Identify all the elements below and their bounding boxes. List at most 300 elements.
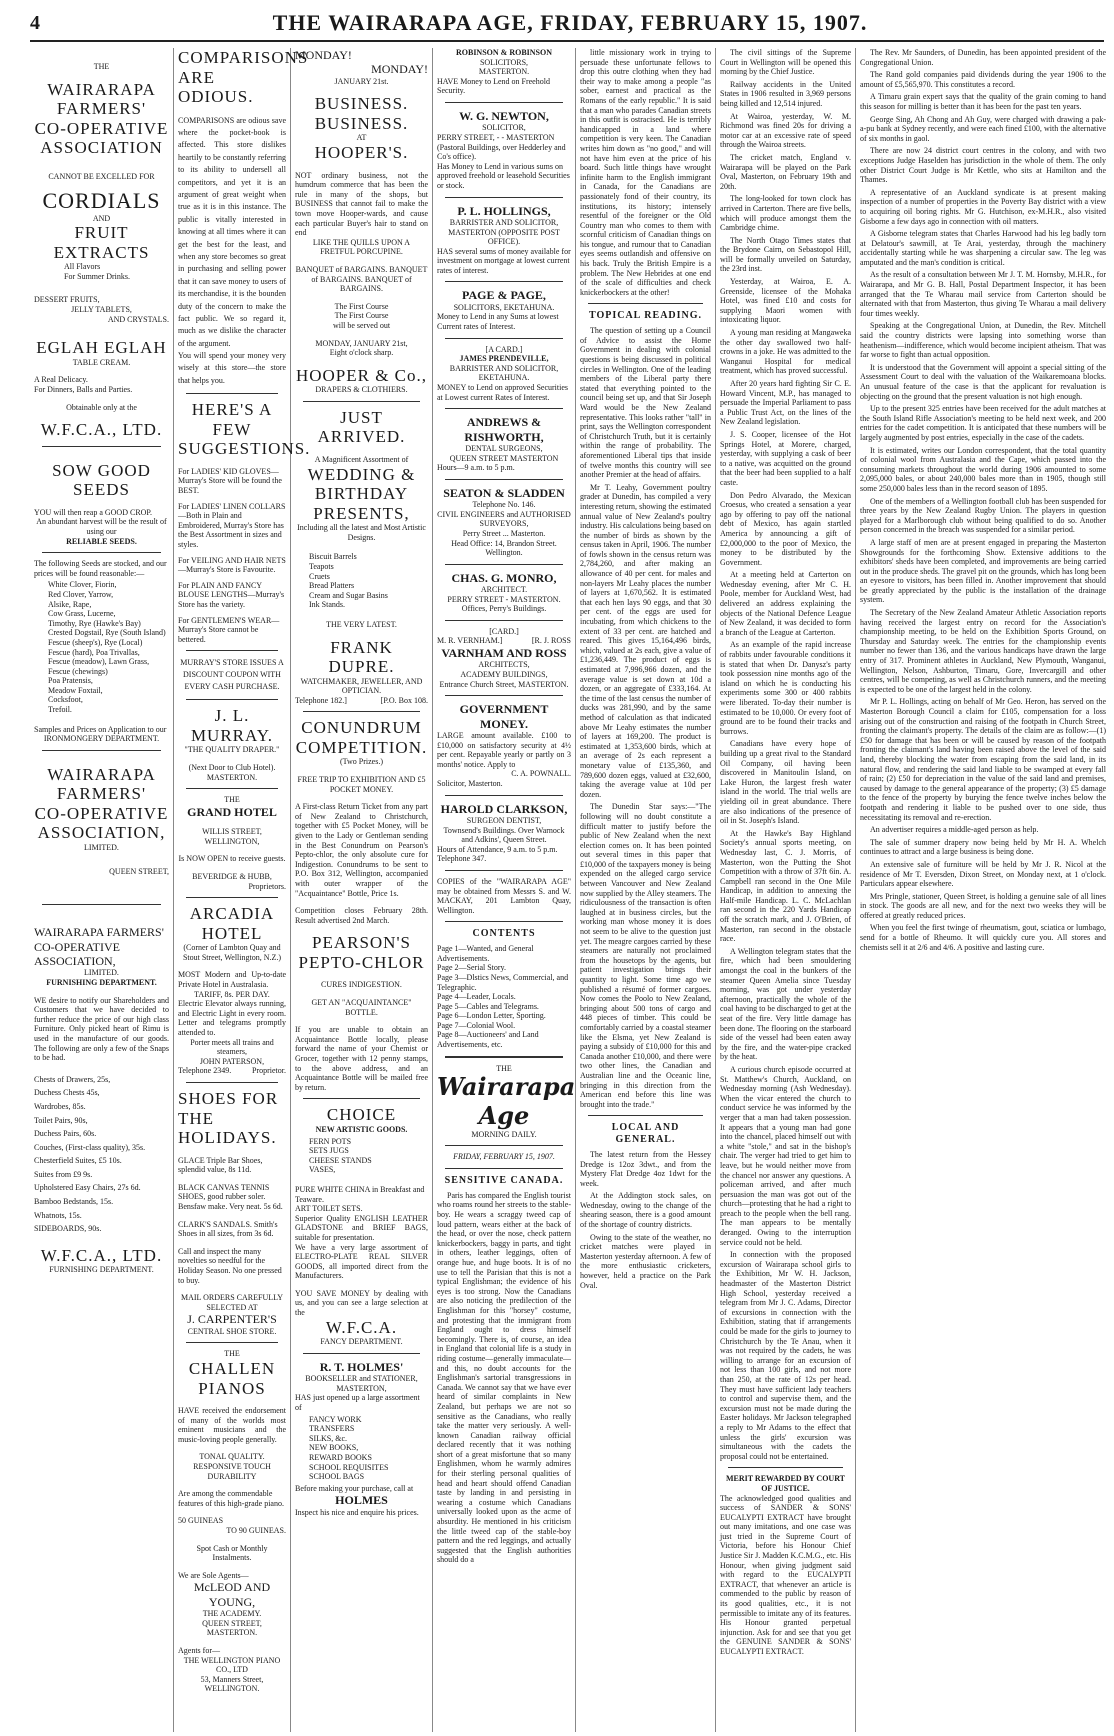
dateline: FRIDAY, FEBRUARY 15, 1907. [453,1152,555,1162]
ad-heading: ANDREWS & RISHWORTH, [464,415,544,444]
paragraph: A Timaru grain expert says that the quality of the grain coming to hand this season for milling is better than it has been for the past ten years. [860,92,1106,111]
paragraph: A large staff of men are at present engaged in preparing the Masterton Showgrounds for the forthcoming Show. Extensive additions to the exhibitors' sheds have been completed, and improvements are being carried out in the produce sheds. The gravel pit on the grounds, which has long been an eyesore to visitors, has been filled in. Another improvement that should be greatly appreciated by the public is the installation of the drainage system. [860,537,1106,605]
ad-text: Before making your purchase, call at [295,1483,414,1493]
ad-text: FURNISHING DEPARTMENT. [49,1265,154,1275]
ad-heading: COMPARISONS ARE ODIOUS. [178,48,309,107]
ad-heading: HAROLD CLARKSON, [440,801,568,816]
ad-footer [437,636,571,646]
list-item: SCHOOL BAGS [309,1472,365,1482]
list-item: Cruets [309,571,330,581]
ad-text: For Summer Drinks. [64,271,130,281]
firm-name: FARMERS' [56,784,147,804]
ad-heading: W.F.C.A., LTD. [40,1245,163,1265]
ad-text: ARCHITECT. [480,585,528,595]
seed-item: Cocksfoot, [48,695,83,705]
list-item: REWARD BOOKS [309,1452,372,1462]
ad-text: HAS just opened up a large assortment of [295,1393,420,1412]
masthead [30,6,1110,44]
ad-text: QUEEN STREET, [109,866,169,876]
ad-text: WATCHMAKER, JEWELLER, AND OPTICIAN. [300,676,423,696]
furniture-item: Suites from £9 9s. [34,1169,93,1179]
ad-text: "THE QUALITY DRAPER." [184,745,280,755]
seed-item: Fescue (sheep's), Rye (Local) [48,637,143,647]
paragraph: It is estimated, writes our London correspondent, that the total quantity of colonial wool from Australasia and the Cape, which passed into the consuming markets throughout the world during 1906 amounted to some 2,095,000 bales, or about 240,000 bales more than in 1905, though still some 250,000 bales less than in the record season of 1895. [860,445,1106,493]
list-item: SETS JUGS [309,1146,349,1156]
ad-text: Competition closes February 28th. Result advertised 2nd March. [295,906,428,925]
ad-heading: WAIRARAPA FARMERS' CO-OPERATIVE ASSOCIATION, [34,925,164,968]
column-5 [576,48,715,1732]
ad-text: ACADEMY BUILDINGS, [460,670,548,680]
furniture-item: Duchess Chests 45s, [34,1088,100,1098]
paragraph: An extensive sale of furniture will be held by Mr J. R. Nicol at the residence of Mr T. Eversden, Dixon Street, on Monday next, at 1 o'clock. Particulars appear elsewhere. [860,859,1106,889]
ad-text: For Dinners, Balls and Parties. [34,384,133,394]
firm-name: WAIRARAPA [47,79,156,99]
ad-text: PERRY STREET, - - MASTERTON (Pastoral Buildings, over Hedderley and Co's office). [437,132,566,162]
ad-text: Including all the latest and Most Artistic Designs. [297,523,426,542]
ad-text: (Corner of Lambton Quay and Stout Street, Wellington, N.Z.) [182,943,282,962]
ad-text: BARRISTER AND SOLICITOR, EKETAHUNA. [449,363,559,383]
paragraph: One of the members of a Wellington football club has been suspended for three years by the New Zealand Rugby Union. The players in question played for a Marlborough club without being qualified to do so. Another person concerned in the breach was suspended for a similar period. [860,496,1106,535]
paragraph: The Dunedin Star says:—"The following will no doubt constitute a difficult matter to justify before the public of New Zealand when the next election comes on. It has been pointed out several times in this paper that £10,000 of the taxpayers money is being expended on the alleged cargo service between Vancouver and New Zealand now supplied by the Alley steamers. The ridiculousness of the transaction is often laughed at in business circles, but the working man whose money it is does not seem to be alive to the question just yet. The meagre cargoes carried by these steamers are naturally not proclaimed from the housetops by the agents, but patient investigation brings their quantity to light. Some time ago we published a résumé of former cargoes. Now comes the Poolo to New Zealand, bringing about 500 tons of cargo and 448 pieces of timber. This could be comfortably carried by a coastal steamer like the Elsma, yet New Zealand is paying a subsidy of £10,000 for this and Canada another £10,000, and there were two other lines, the Canadian and Australian line and the Oceanic line, bringing in this direction from the American end before this line was brought into the trade." [580,802,711,1109]
ad-heading: J. L. MURRAY. [190,706,274,745]
ad-heading: SEATON & SLADDEN [443,485,565,500]
ad-heading: BUSINESS. [314,113,409,133]
page-number: 4 [30,12,40,34]
ad-text: Is NOW OPEN to receive guests. [178,854,286,864]
paragraph: There are now 24 district court centres in the colony, and with two exceptions Judge Haselden has jurisdiction in the whole of them. The only other District Court Judge is Mr Kettle, who sits at Hamilton and the Thames. [860,146,1106,185]
ad-text: Has Money to Lend in various sums on approved freehold or leasehold Securities or stock. [437,161,570,190]
furniture-item: Bamboo Bedstands, 15s. [34,1197,114,1207]
ad-text: NEW ARTISTIC GOODS. [315,1124,408,1134]
ad-text: SURGEON DENTIST, [466,815,542,825]
seed-list [34,580,169,714]
furniture-item: Chesterfield Suites, £5 10s. [34,1156,122,1166]
seed-item: Red Clover, Yarrow, [48,589,114,599]
ad-text: GLACE Triple Bar Shoes, splendid value, 8s 11d. [178,1155,263,1175]
ad-text: COMPARISONS are odious save where the pocket-book is affected. This store dislikes heartily to be constantly referring to its ability to undersell all competitors, and yet it is an argument of great weight when true as it is in this instance. The public is vitally interested in knowing at all times where it can get the best for the least, and when any store becomes so great in purchasing and selling power that it can save money to users of its merchandise, it is the bounden duty of the concern to make the fact public. We so regard it, much as we dislike the character of the argument. [178,115,286,348]
paragraph: Don Pedro Alvarado, the Mexican Croesus, who created a sensation a year ago by offering to pay off the national debt of Mexico, has again startled America by announcing a gift of £2,000,000 to the poor of Mexico, the money to be distributed by the Government. [720,490,851,567]
furniture-item: Toilet Pairs, 90s, [34,1115,88,1125]
ad-text: PURE WHITE CHINA in Breakfast and Teaware. [295,1184,425,1204]
ad-text: MASTERTON. [478,67,530,77]
paragraph: Mr T. Leahy, Government poultry grader at Dunedin, has compiled a very interesting return, showing the estimated annual value of New Zealand's poultry industry. His calculations being based on the number of birds as shown by the census taken in April, 1906. The number of fowls shown in the census return was 2,784,260, and after making an allowance of 40 per cent. for males and non-layers Mr Leahy places the number of layers at 1,670,562. It is estimated that each hen lays 90 eggs, and that 30 per cent. of the eggs are used for incubating, from which chickens to the extent of 33 per cent. are hatched and reared. This gives 15,164,496 birds, which, valued at 2s each, give a value of £1,236,449. The product of eggs is estimated at 7,996,966 dozen, and the average value is set down at 10d a dozen, or an aggregate of £333,164. At the time of the last census the number of ducks was 281,990, and by the same method of calculation as that indicated above Mr Leahy estimates the number of layers at 169,200. The product is estimated at 1,353,600 birds, which at an average of 2s each represent a monetary value of £135,360, and 789,600 dozen eggs, valued at £32,600, taking the average value at 10d per dozen. [580,482,712,799]
paragraph: Yesterday, at Wairoa, E. A. Greenside, licensee of the Mohaka Hotel, was fined £10 and costs for supplying Maori women with intoxicating liquor. [720,277,851,325]
ad-text: TONAL QUALITY. RESPONSIVE TOUCH DURABILITY [193,1452,271,1481]
seed-item: Fescue (hard), Poa Trivallas, [48,647,140,657]
paragraph: little missionary work in trying to persuade these unfortunate fellows to drop this outre clothing when they had their way to make among a people "as sober, earnest and practical as the Romans of the early republic." It is said that a man who parades Canadian streets in this outfit is ostracised. He is terribly handicapped in a land where competition is very keen. The Canadian writes him down as "no good," and will not have him even at the price of his board. Such little things have wrought infinite harm to the English immigrant in Canada, for the Canadians are passionately fond of their country, its institutions, its history; intensely resentful of the foreigner or the Old Country man who comes to them with scornful criticism of Canadian things on his tongue, and rumour that to Canadian eyes seems outlandish and offensive on his back. Truly the British Empire is a problem. The New Hebrides at one end of the scale of difficulties and check knickerbockers at the other! [580,48,711,297]
ad-text: If you are unable to obtain an Acquaintance Bottle locally, please forward the name of your Chemist or Grocer, together with 12 penny stamps, to the above address, and an Acquaintance Bottle will be mailed free by return. [295,1025,428,1092]
ad-text: CURES INDIGESTION. [321,980,402,990]
ad-text: The following Seeds are stocked, and our prices will be found reasonable:— [34,559,167,578]
ad-heading: FRUIT EXTRACTS [53,223,150,262]
ad-heading: MONDAY! [295,48,352,62]
list-item: CHEESE STANDS [309,1155,372,1165]
list-item: Cream and Sugar Basins [309,590,388,600]
paragraph: The Secretary of the New Zealand Amateur Athletic Association reports having received the largest entry on record for the Association's championship meeting, to be held on the Exhibition Sports Ground, on Thursday and Saturday week. The entries for the championship events number no fewer than 136, and the various handicaps have drawn the large entry of 317. Prominent athletes in Auckland, New Plymouth, Wanganui, Wellington, Nelson, Ashburton, Timaru, Gore, Invercargill and other centres, will be competing, as well as Christchurch runners, and the meeting is expected to be one of the largest held in the colony. [860,608,1106,694]
ad-text: SOLICITOR, [482,123,526,133]
firm-name: CO-OPERATIVE [34,118,169,138]
firm-name: CO-OPERATIVE [34,803,169,823]
furniture-item: Whatnots, 15s. [34,1210,82,1220]
ad-heading: ROBINSON & ROBINSON [455,48,552,57]
paragraph: The Rand gold companies paid dividends during the year 1906 to the amount of £5,565,970. This constitutes a record. [860,70,1106,89]
furniture-item: Duchess Pairs, 60s. [34,1129,97,1139]
paper-name: Wairarapa Age [437,1072,576,1130]
ad-heading: MONDAY! [371,62,428,77]
ad-text: FURNISHING DEPARTMENT. [46,977,157,987]
suggestion-item: For GENTLEMEN'S WEAR—Murray's Store cannot be bettered. [178,615,280,644]
list-item: SILKS, &c. [309,1433,347,1443]
column-1 [30,48,173,1732]
item-list [295,552,428,610]
ad-text: Samples and Prices on Application to our [34,724,167,734]
paragraph: Mr P. L. Hollings, acting on behalf of Mr Geo. Heron, has served on the Masterton Borough Council a claim for £105, compensation for a loss arising out of the construction and raising of the footpath in Church Street, fronting the claimant's property. The details of the claim are as follow:—(1) £50 for damage that has been or will be caused by reason of the footpath fronting the claimant's land having been raised above the level of the said land, thereby blocking the water from escaping from the said land, in its natural flow, and rendering the said land liable to be swamped at every fall of rain; (2) £50 for depreciation in the value of the said land and premises, caused by damage to the general appearance of the property; (3) £5 damage to the fence of the property by burying the fence twelve inches below the footpath and rendering it liable to be pushed over to one side, thus necessitating its removal and re-erection. [860,697,1106,822]
ad-text: An abundant harvest will be the result of using our [36,517,167,536]
ad-text: FREE TRIP TO EXHIBITION AND £5 POCKET MONEY. [297,775,426,794]
ad-heading: CONUNDRUM COMPETITION. [295,718,428,757]
ad-text: TABLE CREAM. [72,357,131,367]
ad-text: [A CARD.] [485,344,523,354]
paragraph: In connection with the proposed excursion of Wairarapa school girls to the Exhibition, Mr W. H. Jackson, headmaster of the Masterton District High School, yesterday received a telegram from Mr J. C. Adams, Director of excursions in connection with the Exhibition, stating that if arrangements could be made for the girls to journey to Christchurch by the Te Anau, when it was not required by the cadets, he was willing to arrange for an excursion of not less than 100 girls, and not more than 250, at the rate of 12s per head. They must have sufficient lady teachers to control and supervise them, and the excursion must not be made during the Easter holidays. Mr Jackson telegraphed a reply to Mr Adams to the effect that unless the girls' excursion was simultaneous with the cadets the proposal could not be entertained. [720,1250,851,1461]
contents-item: Page 7—Colonial Wool. [437,1020,516,1030]
ad-heading: CHALLEN PIANOS [188,1358,276,1398]
paragraph: Up to the present 325 entries have been received for the adult matches at the South Island Rifle Association's meeting to be held next week, and 200 entries for the cadet competition. It is anticipated that these numbers will be largely augmented by post entries, especially in the case of the cadets. [860,404,1106,442]
ad-text: JANUARY 21st. [334,76,389,86]
paragraph: Mrs Pringle, stationer, Queen Street, is holding a genuine sale of all lines in stock. The goods are all new, and for the next two weeks they will be offered at greatly reduced prices. [860,891,1106,920]
ad-text: MASTERTON (OPPOSITE POST OFFICE). [448,227,560,247]
suggestion-list [178,467,286,645]
ad-heading: W. G. NEWTON, [459,108,549,123]
ad-text: ARCHITECTS, [478,660,530,670]
ad-text: WELLINGTON. [204,1684,260,1694]
paragraph: An advertiser requires a middle-aged person as help. [870,825,1039,835]
ad-text: DESSERT FRUITS, [34,295,100,305]
item-list [295,1415,428,1482]
ad-heading: MERIT REWARDED BY COURT OF JUSTICE. [725,1474,846,1493]
ad-text: RELIABLE SEEDS. [66,536,137,546]
list-item: TRANSFERS [309,1424,355,1434]
ad-text: THE [224,795,240,805]
ad-text: Hours of Attendance, 9 a.m. to 5 p.m. Telephone 347. [437,844,558,864]
ad-text: Agents for— [178,1645,220,1655]
ad-text: [R. J. ROSS [531,636,571,646]
ad-text: We are Sole Agents— [178,1570,249,1580]
ad-heading: FRANK DUPRE. [328,637,395,677]
ad-text: The First Course [334,311,389,321]
ad-heading: PEARSON'S PEPTO-CHLOR [298,933,425,972]
item-list [295,1137,428,1175]
paragraph: The cricket match, England v. Wairarapa will be played on the Park Oval, Masterton, on February 19th and 20th. [720,152,851,191]
ad-text: YOU will then reap a GOOD CROP. [34,507,152,517]
paragraph: A Wellington telegram states that the fire, which had been smouldering amongst the coal in the bunkers of the steamer Queen Amelia since Tuesday morning, was got under yesterday afternoon, practically the whole of the coal having to be discharged to get at the seat of the fire. Very little damage has been done. The flooring on the starboard side of the vessel had been eaten away by the fire, and the water-pipe cracked by the heat. [720,946,851,1062]
ad-heading: HERE'S A FEW SUGGESTIONS. [178,400,311,459]
ad-text: 53, Manners Street, [200,1674,264,1684]
paragraph: A Gisborne telegram states that Charles Harwood had his leg badly torn at Delatour's sawmill, at Te Arai, yesterday, through the machinery accidentally starting while he was sharpening a circular saw. The leg was amputated and the man's condition is critical. [860,229,1106,267]
ad-heading: P. L. HOLLINGS, [457,203,551,218]
ad-heading: SOW GOOD SEEDS [52,460,151,500]
paragraph: The question of setting up a Council of Advice to assist the Home Government in dealing with colonial questions is being discussed in political circles in Wellington. One of the leading members of the Liberal party there stated that everything pointed to the council being set up, and that Sir Joseph Ward would be the New Zealand representative. This looks rather "tall" in print, says the Wellington correspondent of Christchurch Truth, but it is certainly within the range of probability. The aforementioned Liberal tips that inside of twelve months this country will see another Premier at the head of affairs. [580,326,711,480]
ad-text: Solicitor, Masterton. [437,779,503,788]
ad-text: Proprietors. [248,881,286,891]
ad-text: QUEEN STREET, MASTERTON. [202,1618,262,1638]
article-body [720,48,851,1461]
paragraph: A young man residing at Mangaweka the other day swallowed two half-crowns in a joke. He was admitted to the Wanganui Hospital for medical treatment, which has proved successful. [720,328,851,376]
contents-item: Page 4—Leader, Locals. [437,992,516,1002]
ad-text: MOST Modern and Up-to-date Private Hotel in Australasia. [178,970,286,990]
seed-item: Trefoil. [48,705,72,715]
contents-item: Page 6—London Letter, Sporting. [437,1011,546,1021]
firm-name: ASSOCIATION [40,138,163,158]
ad-text: BEVERIDGE & HUBB, [192,872,272,882]
firm-name: ASSOCIATION, [37,823,166,843]
paragraph: It is understood that the Government will appoint a special sitting of the Assessment Court to deal with the valuation of the Waikaremoana blocks. An unusual feature of the case is that the applicant for revaluation is objecting on the ground that the present valuation is not high enough. [860,362,1106,401]
ad-heading: J. CARPENTER'S [187,1312,277,1327]
ad-text: A Magnificent Assortment of [314,454,409,464]
ad-text: THE [224,1349,240,1359]
list-item: VASES, [309,1165,336,1175]
ad-text: BOOKSELLER and STATIONER, [305,1374,418,1384]
ad-text: The acknowledged good qualities and success of SANDER & SONS' EUCALYPTI EXTRACT have brought out many imitations, and one case was just tried in the Supreme Court of Victoria, before his Honour Chief Justice Sir J. Madden K.C.M.G., etc. His Honour, when giving judgment said with regard to the EUCALYPTI EXTRACT, that whenever an article is commended to the public by reason of its good qualities, etc., it is not permissible to imitate any of its features. His Honour granted perpetual injunction. Ask for and see that you get the GENUINE SANDER & SONS' EUCALYPTI EXTRACT. [720,1493,851,1656]
firm-name: FARMERS' [56,99,147,119]
furniture-item: Couches, (First-class quality), 35s. [34,1142,146,1152]
seed-item: Alsike, Rape, [48,599,92,609]
ad-text: MASTERTON, [336,1383,387,1393]
ad-text: CENTRAL SHOE STORE. [187,1326,277,1336]
ad-heading: VARNHAM AND ROSS [441,646,567,661]
ad-text: QUEEN STREET MASTERTON [449,453,559,463]
ad-heading: PAGE & PAGE, [462,288,546,303]
contents-item: Page 1—Wanted, and General Advertisements. [437,944,534,963]
article-body [860,48,1106,952]
ad-text: You will spend your money very wisely at this store—the store that helps you. [178,351,286,385]
ad-text: Hours—9 a.m. to 5 p.m. [437,463,515,473]
ad-text: MASTERTON. [206,772,258,782]
ad-text: Call and inspect the many novelties so needful for the Holiday Season. No one pressed to buy. [178,1246,282,1285]
ad-heading: SHOES FOR THE HOLIDAYS. [178,1089,279,1148]
list-item: SCHOOL REQUISITES [309,1462,389,1472]
ad-text: Townsend's Buildings. Over Warnock and Adkins', Queen Street. [443,825,565,845]
contents-item: Page 2—Serial Story. [437,963,507,973]
ad-text: LIMITED. [84,968,119,978]
ad-text: (Two Prizes.) [340,757,383,767]
list-item: Biscuit Barrels [309,552,357,562]
paragraph: A curious church episode occurred at St. Matthew's Church, Auckland, on Wednesday morning (Ash Wednesday). When the vicar entered the church to conduct service he was informed by the verger that a man had taken possession. It appears that a young man had gone into the chancel, placed himself out with a white "stole," and sat in the bishop's chair. The verger had tried to get him to leave, but he would neither move from the chancel nor answer any questions. A policeman arrived, and after much persuasion the man was got out of the church—protesting that he had a right to preach to the people when the bell rang. The man appears to be mentally deranged. Owing to the interruption service could not be held. [720,1064,851,1247]
article-body [580,326,711,1109]
ad-text: C. A. POWNALL. [511,769,571,779]
ad-heading: BUSINESS. [314,94,409,114]
ad-text: Electric Elevator always running, and Electric Light in every room. Letter and telegrams promptly attended to. [178,999,286,1038]
ad-heading: W.F.C.A., LTD. [40,420,163,440]
paragraph: Owing to the state of the weather, no cricket matches were played in Masterton yesterday afternoon. A few of the more enthusiastic cricketers, however, held a practice on the Park Oval. [580,1232,711,1290]
ad-heading: JAMES PRENDEVILLE, [459,354,549,364]
ad-text: Telephone 182.] [295,695,347,705]
ad-text: DRAPERS & CLOTHIERS. [315,385,408,395]
paragraph: A representative of an Auckland syndicate is at present making inspection of a number of properties in the Poverty Bay district with a view to acquiring oil boring rights. Mr G. Hutchison, ex-M.H.R., also visited Gisborne a few days ago in connection with oil matters. [860,187,1106,226]
paragraph: The civil sittings of the Supreme Court in Wellington will be opened this morning by the Chief Justice. [720,48,851,77]
ad-text: HAVE Money to Lend on Freehold Security. [437,76,550,96]
ad-text: WE desire to notify our Shareholders and Customers that we have decided to further reduce the price of our high class Furniture. Only picked heart of Rimu is used in the manufacture of our goods. The following are only a few of the Snaps to be had. [34,995,169,1063]
ad-text: Proprietor. [252,1066,286,1076]
ad-heading: HOOPER & Co., [295,365,428,385]
paragraph: J. S. Cooper, licensee of the Hot Springs Hotel, at Morere, charged, yesterday, with supplying a cask of beer to a native, was acquitted on the ground that the beer had been supplied to a half caste. [720,429,851,487]
paragraph: After 20 years hard fighting Sir C. E. Howard Vincent, M.P., has managed to persuade the Imperial Parliament to pass a Public Trust Act, on the lines of the New Zealand legislation. [720,379,851,427]
ad-footer [295,696,428,706]
ad-text: A First-class Return Ticket from any part of New Zealand to Christchurch, together with £5 Pocket Money, will be given to the Lady or Gentleman sending in the Best Conundrum on Pearson's Pepto-chlor, the only absolute cure for Indigestion. Conundrums to be sent to P.O. Box 312, Wellington, accompanied with outer wrapper of the "Acquaintance" Bottle, Price 1s. [295,802,428,898]
ad-text: LARGE amount available. £100 to £10,000 on satisfactory security at 4½ per cent. Repayable yearly or partly on 3 months' notice. Apply to [437,731,571,769]
ad-heading: GRAND HOTEL [187,804,277,819]
ad-heading: McLEOD AND YOUNG, [193,1580,271,1609]
ad-text: Obtainable only at the [66,402,137,412]
suggestion-item: For LADIES' KID GLOVES—Murray's Store will be found the BEST. [178,466,282,496]
seed-item: Meadow Foxtail, [48,685,103,695]
ad-text: Spot Cash or Monthly Instalments. [196,1543,268,1563]
column-2 [174,48,311,1732]
ad-text: HAVE received the endorsement of many of the worlds most eminent musicians and the music-loving people generally. [178,1406,286,1444]
paragraph: George Sing, Ah Chong and Ah Guy, were charged with drawing a pak-a-pu bank at Sydney recently, and were each fined £100, with the alternative of six months in gaol. [860,114,1106,143]
ad-text: All Flavors [64,262,101,272]
ad-heading: HOLMES [335,1493,388,1508]
ad-text: Eight o'clock sharp. [329,348,394,358]
ad-text: BLACK CANVAS TENNIS SHOES, good rubber soler. Bensfaw make. Very neat. 5s 6d. [178,1182,283,1212]
ad-text: COPIES of the "WAIRARAPA AGE" may be obtained from Messrs S. and W. MACKAY, 201 Lambton Quay, Wellington. [437,876,571,915]
furniture-list [34,1075,169,1234]
contents-item: Page 8—Auctioneers' and Land Advertisements, etc. [437,1030,539,1050]
ad-heading: JUST ARRIVED. [317,407,406,447]
ad-text: PERRY STREET - MASTERTON. Offices, Perry's Buildings. [447,594,561,614]
ad-text: TO 90 GUINEAS. [226,1525,286,1535]
ad-heading: EGLAH EGLAH [36,338,167,358]
ad-heading: CHOICE [326,1105,397,1125]
ad-text: MURRAY'S STORE ISSUES A DISCOUNT COUPON WITH EVERY CASH PURCHASE. [180,658,284,692]
ad-text: AT [356,133,367,143]
ad-text: FANCY DEPARTMENT. [320,1337,403,1347]
seed-item: Fescue (chewings) [48,666,108,676]
paragraph: The sale of summer drapery now being held by Mr H. A. Whelch continues to attract and a large business is being done. [860,837,1106,857]
ad-text: LIMITED. [84,843,119,853]
ad-text: NOT ordinary business, not the humdrum commerce that has been the rule in many of the shops, but BUSINESS that cannot fail to make the town move Hooper-wards, and cause each particular Buyer's hair to stand on end [295,170,428,238]
paragraph: As an example of the rapid increase of rabbits under favourable conditions it is stated that when Dr. Danysz's party took possession nine months ago of the island on which he is conducting his experiments some 300 or 400 rabbits were liberated. To-day their number is estimated to be 10,000. Or every foot of ground are to be found their tracks and burrows. [720,640,851,736]
paragraph: When you feel the first twinge of rheumatism, gout, sciatica or lumbago, send for a bottle of Rheumo. It will quickly cure you. All stores and chemists sell it at 2/6 and 4/6. A positive and lasting cure. [860,923,1106,952]
list-item: FERN POTS [309,1136,352,1146]
masthead-rule [30,40,1104,42]
column-3 [291,48,432,1732]
ad-text: CIVIL ENGINEERS and AUTHORISED SURVEYORS, [437,509,571,529]
contents-item: Page 3—Dlstics News, Commercial, and Telegraphic. [437,972,569,992]
ad-text: JELLY TABLETS, [71,305,132,315]
ad-text: AND [92,213,111,223]
seed-item: Fescue (meadow), Lawn Grass, [48,657,150,667]
ad-text: Money to Lend in any Sums at lowest Current rates of Interest. [437,312,559,332]
ad-text: WILLIS STREET, WELLINGTON, [202,827,262,846]
ad-text: DENTAL SURGEONS, [465,443,543,453]
ad-text: Inspect his nice and enquire his prices. [295,1507,419,1517]
furniture-item: Upholstered Easy Chairs, 27s 6d. [34,1183,141,1193]
section-heading: LOCAL AND GENERAL. [611,1122,680,1146]
paragraph: As the result of a consultation between Mr J. T. M. Hornsby, M.H.R., for Wairarapa, and Mr G. B. Hall, Postal Department Inspector, it has been arranged that the Te Wharau mail service from Carterton should be alternated with that from Masterton, thus giving Te Wharau a mail delivery four times weekly. [860,270,1106,318]
ad-text: LIKE THE QUILLS UPON A FRETFUL PORCUPINE. [312,237,411,257]
ad-text: YOU SAVE MONEY by dealing with us, and you can see a large selection at the [295,1288,428,1318]
the-label: THE [496,1063,512,1073]
ad-text: Porter meets all trains and steamers, [190,1037,274,1057]
article-body [580,48,711,297]
paragraph: Railway accidents in the United States in 1906 resulted in 3,969 persons being killed and 12,514 injured. [720,79,851,108]
ad-text: [CARD.] [489,626,519,636]
furniture-item: SIDEBOARDS, 90s. [34,1224,102,1234]
column-4 [433,48,575,1732]
ad-heading: GOVERNMENT MONEY. [459,702,549,731]
ad-heading: W.F.C.A. [325,1317,398,1337]
ad-text: ART TOILET SETS. [295,1204,363,1214]
ad-text: Superior Quality ENGLISH LEATHER GLADSTONE and BRIEF BAGS, suitable for presentation. [295,1213,428,1242]
ad-text: The First Course [334,301,389,311]
ad-text: THE WELLINGTON PIANO CO., LTD [183,1655,281,1675]
list-item: FANCY WORK [309,1414,362,1424]
paragraph: At the Addington stock sales, on Wednesday, owing to the change of the shearing season, there is a good amount of the shortage of country districts. [580,1191,711,1230]
the-label: THE [93,62,110,71]
ad-text: CLARK'S SANDALS. Smith's Shoes in all sizes, from 3s 6d. [178,1219,278,1239]
ad-heading: CHAS. G. MONRO, [451,570,557,585]
ad-text: Perry Street ... Masterton. [462,528,546,538]
ad-text: THE VERY LATEST. [326,619,397,629]
ad-text: will be served out [332,320,391,330]
suggestion-item: For LADIES' LINEN COLLARS—Both in Plain and Embroidered, Murray's Store has the Best Assortment in sizes and styles. [178,501,286,550]
paragraph: The North Otago Times states that the Brydone Cairn, on Sebastopol Hill, will be formally unveiled on Saturday, the 23rd inst. [720,235,851,274]
seed-item: Cow Grass, Lucerne, [48,609,116,619]
ad-text: GET AN "ACQUAINTANCE" BOTTLE. [311,998,412,1017]
article-body [580,1150,711,1290]
page-title: THE WAIRARAPA AGE, FRIDAY, FEBRUARY 15, 1907. [272,10,868,35]
seed-item: Crested Dogstail, Rye (South Island) [48,628,166,638]
ad-text: BARRISTER AND SOLICITOR, [449,217,559,227]
ad-text: M. R. VERNHAM.] [437,636,503,646]
ad-text: Entrance Church Street, MASTERTON. [439,679,569,689]
contents-item: Page 5—Cables and Telegrams. [437,1001,539,1011]
ad-footer [178,1066,286,1076]
ad-text: Head Office: 14, Brandon Street. Wellington. [451,538,557,558]
list-item: Bread Platters [309,581,355,591]
ad-text: SOLICITORS, [479,57,529,67]
seed-item: White Clover, Fiorin, [48,580,117,590]
ad-heading: R. T. HOLMES' [319,1359,404,1374]
ad-text: AND CRYSTALS. [107,314,169,324]
ad-text: HAS several sums of money available for investment on mortgage at lowest current rates of interest. [437,246,571,275]
ad-text: MAIL ORDERS CAREFULLY SELECTED AT [180,1293,284,1312]
ad-text: IRONMONGERY DEPARTMENT. [43,734,160,744]
ad-heading: ARCADIA HOTEL [189,904,275,943]
seed-item: Timothy, Rye (Hawke's Bay) [48,618,141,628]
ad-heading: WEDDING & BIRTHDAY PRESENTS, [307,464,416,523]
article-heading: SENSITIVE CANADA. [444,1175,564,1187]
firm-name: WAIRARAPA [47,764,156,784]
ad-text: MORNING DAILY. [471,1129,537,1139]
contents-list [437,944,571,1050]
column-7 [856,48,1110,1732]
ad-text: MONEY to Lend on approved Securities at Lowest current Rates of Interest. [437,383,569,402]
ad-text: SOLICITORS, EKETAHUNA. [453,302,555,312]
ad-text: (Next Door to Club Hotel). [188,763,276,773]
paragraph: At Wairoa, yesterday, W. M. Richmond was fined 20s for driving a motor car at an excessive rate of speed through the Wairoa streets. [720,111,851,150]
ad-text: Telephone No. 146. [472,500,536,510]
list-item: Teapots [309,561,334,571]
ad-text: MONDAY, JANUARY 21st, [315,338,408,348]
ad-text: 50 GUINEAS [178,1516,224,1526]
paragraph: At the Hawke's Bay Highland Society's annual sports meeting, on Wednesday last, C. J. Morris, of Masterton, won the Putting the Shot Competition with a throw of 37ft 6in. A. Campbell ran second in the One Mile Handicap, in addition to annexing the Half-mile Handicap. L. C. McLachlan ran second in the 220 Yards Handicap off the scratch mark, and J. O'Brien, of Masterton, ran second in the obstacle race. [720,828,851,944]
section-heading: TOPICAL READING. [588,310,703,322]
ad-heading: HOOPER'S. [314,143,409,163]
list-item: Ink Stands. [309,600,345,610]
paragraph: The Rev. Mr Saunders, of Dunedin, has been appointed president of the Congregational Union. [860,48,1106,67]
ad-text: Are among the commendable features of this high-grade piano. [178,1489,284,1508]
